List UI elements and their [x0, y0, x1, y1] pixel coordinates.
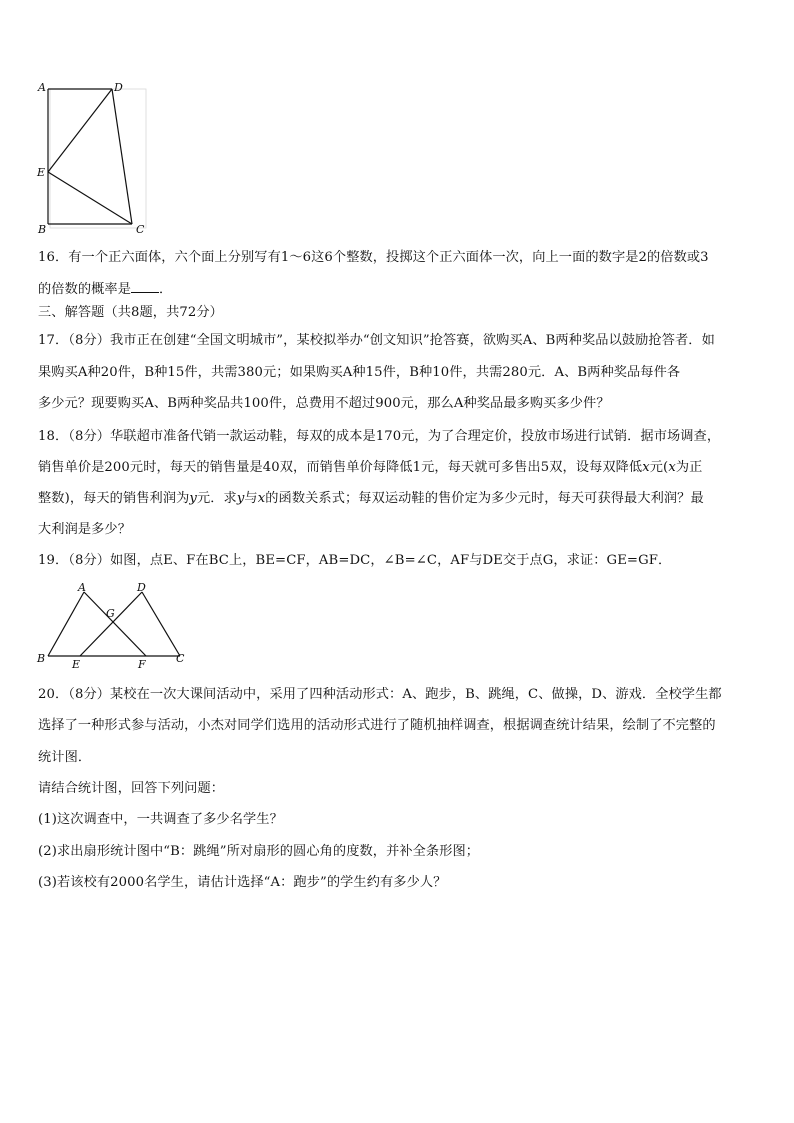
q20-sub1 — [38, 810, 758, 830]
label-F: F — [138, 658, 146, 671]
segment-DC — [112, 89, 132, 224]
q18-line1 — [38, 427, 758, 447]
q16-line1 — [38, 248, 758, 268]
q17-text2: 果购买A种20件，B种15件，共需380元；如果购买A种15件，B种10件，共需280元．A、B两种奖品每件各 — [38, 365, 681, 380]
q19-text1: 19．（8分）如图，点E、F在BC上，BE=CF，AB=DC，∠B=∠C，AF与DE交于点G，求证：GE=GF． — [38, 553, 672, 568]
label-G: G — [106, 607, 115, 620]
q20-sub3-text: (3)若该校有2000名学生，请估计选择“A：跑步”的学生约有多少人？ — [38, 875, 447, 890]
q18-text1: 18．（8分）华联超市准备代销一款运动鞋，每双的成本是170元，为了合理定价，投放市场进行试销．据市场调查， — [38, 429, 721, 444]
segment-DE — [80, 592, 142, 656]
label-E: E — [37, 166, 46, 179]
label-E: E — [72, 658, 81, 671]
q18-text3c: 与 — [244, 491, 258, 506]
q18-text3b: 元．求 — [196, 491, 237, 506]
figure-quadrilateral-svg — [30, 76, 160, 236]
label-B: B — [37, 652, 46, 665]
q18-var-y2: y — [236, 491, 245, 506]
label-A: A — [78, 581, 86, 594]
label-D: D — [114, 81, 123, 94]
q18-text3a: 整数)，每天的销售利润为 — [38, 491, 190, 506]
q20-line2 — [38, 716, 758, 736]
q20-line4 — [38, 779, 758, 799]
q16-text2b: ． — [159, 282, 173, 297]
q18-var-x: x — [642, 460, 650, 475]
q20-line3 — [38, 748, 758, 768]
q17-line3 — [38, 394, 758, 414]
q18-line2 — [38, 458, 758, 478]
q17-line1 — [38, 331, 758, 351]
q18-line4 — [38, 520, 758, 540]
q20-sub1-text: (1)这次调查中，一共调查了多少名学生？ — [38, 812, 283, 827]
q20-text4: 请结合统计图，回答下列问题： — [38, 781, 225, 796]
q20-sub2-text: (2)求出扇形统计图中“B：跳绳”所对扇形的圆心角的度数，并补全条形图； — [38, 844, 480, 859]
q20-text2: 选择了一种形式参与活动，小杰对同学们选用的活动形式进行了随机抽样调查，根据调查统计结果，绘制了不完整的 — [38, 718, 716, 733]
q16-line2 — [38, 280, 758, 300]
segment-EC — [48, 172, 132, 224]
q18-text2c: 为正 — [675, 460, 703, 475]
figure1-frame — [50, 89, 146, 228]
q17-text3: 多少元？现要购买A、B两种奖品共100件，总费用不超过900元，那么A种奖品最多购买多少件？ — [38, 396, 610, 411]
section-heading — [38, 303, 758, 323]
q17-line2 — [38, 363, 758, 383]
q16-text2a: 的倍数的概率是 — [38, 282, 132, 297]
q16-answer-blank[interactable] — [131, 280, 159, 293]
q18-var-x2: x — [668, 460, 676, 475]
segment-BA — [48, 592, 84, 656]
figure-triangles-svg — [30, 577, 200, 672]
figure-triangles — [30, 577, 200, 672]
label-C: C — [136, 223, 145, 236]
label-B: B — [38, 223, 47, 236]
q20-sub3 — [38, 873, 758, 893]
q20-text1: 20．（8分）某校在一次大课间活动中，采用了四种活动形式：A、跑步，B、跳绳，C、做操，D、游戏．全校学生都 — [38, 687, 722, 702]
q18-text3d: 的函数关系式；每双运动鞋的售价定为多少元时，每天可获得最大利润？最 — [265, 491, 704, 506]
q18-var-x3: x — [257, 491, 266, 506]
q18-text2a: 销售单价是200元时，每天的销售量是40双，而销售单价每降低1元，每天就可多售出5双，设每双降低 — [38, 460, 643, 475]
q18-var-y: y — [189, 491, 197, 506]
q18-text2b: 元( — [649, 460, 669, 475]
segment-AF — [84, 592, 146, 656]
label-D: D — [137, 581, 146, 594]
label-A: A — [38, 81, 46, 94]
label-C: C — [176, 652, 185, 665]
section-title: 三、解答题（共8题，共72分） — [38, 305, 223, 320]
q20-line1 — [38, 685, 758, 705]
figure-quadrilateral — [30, 76, 160, 236]
q19-line1 — [38, 551, 758, 571]
q18-text4: 大利润是多少？ — [38, 522, 132, 537]
q20-text3: 统计图． — [38, 750, 92, 765]
q16-text1: 16．有一个正六面体，六个面上分别写有1～6这6个整数，投掷这个正六面体一次，向上一面的数字是2的倍数或3 — [38, 250, 709, 265]
q17-text1: 17．（8分）我市正在创建“全国文明城市”，某校拟举办“创文知识”抢答赛，欲购买A、B两种奖品以鼓励抢答者．如 — [38, 333, 715, 348]
q20-sub2 — [38, 842, 758, 862]
segment-DC — [142, 592, 180, 656]
q18-line3 — [38, 489, 758, 509]
segment-ED — [48, 89, 112, 172]
